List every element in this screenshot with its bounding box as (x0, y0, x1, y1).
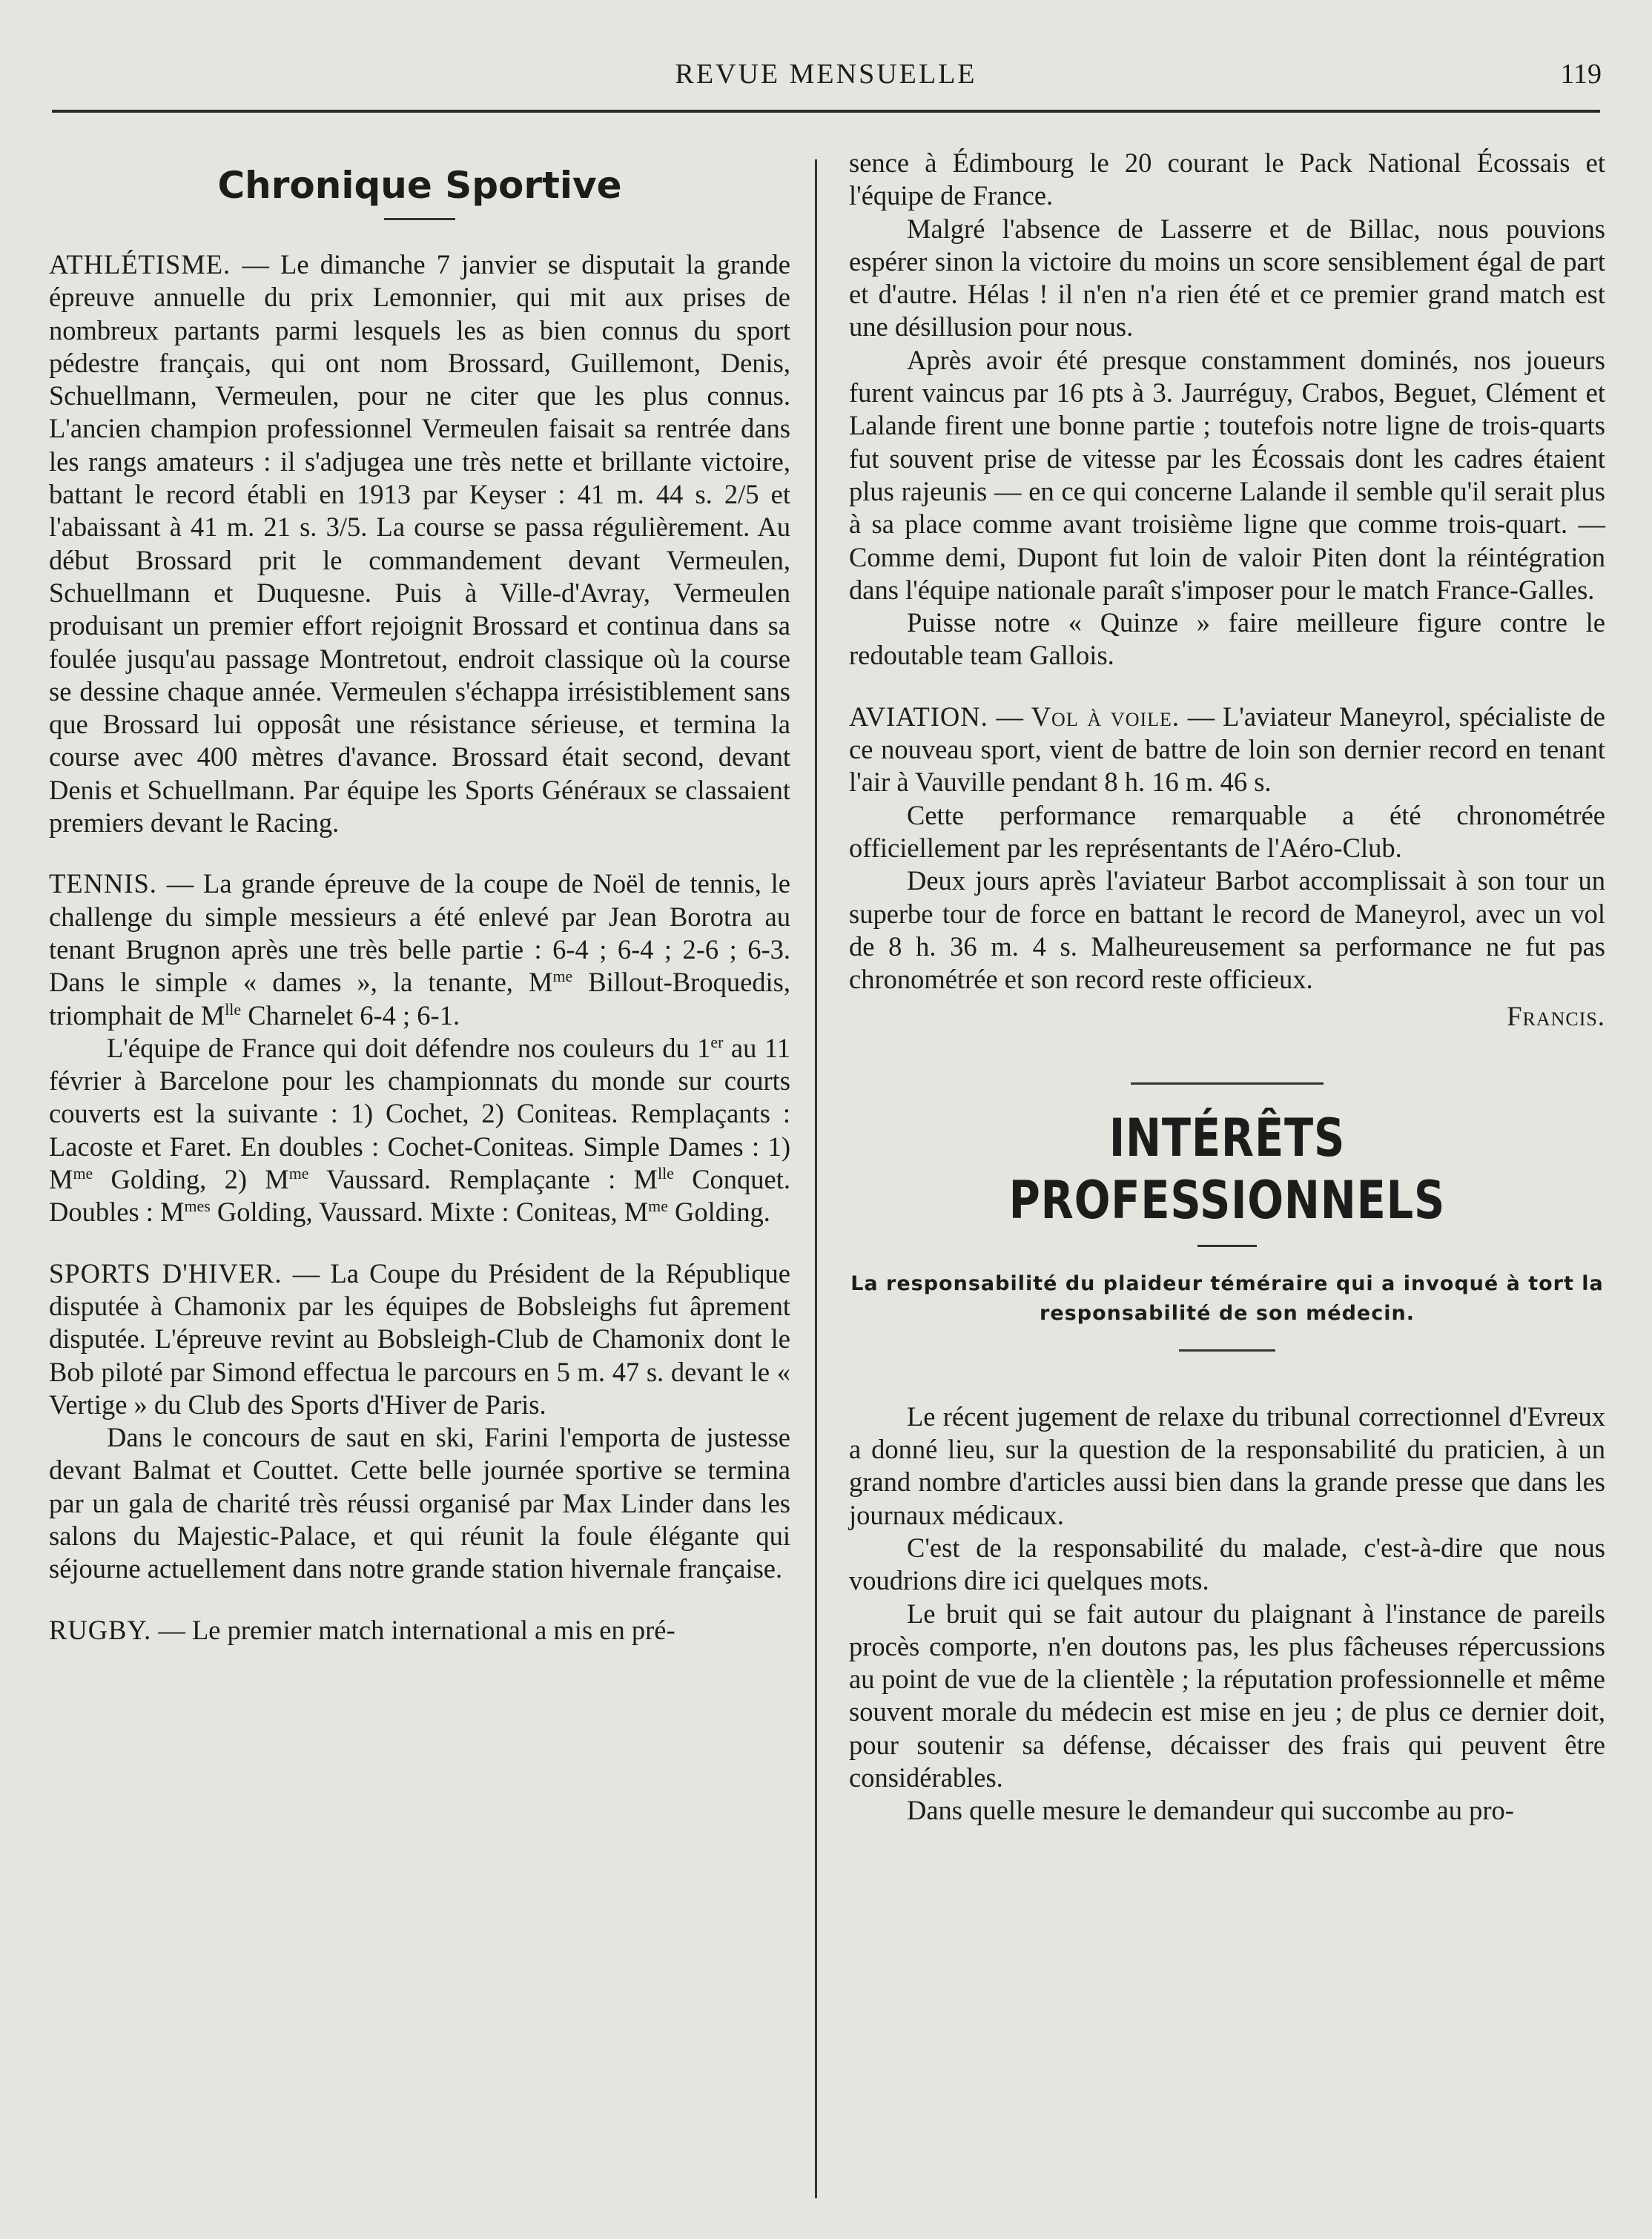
article-subtitle: La responsabilité du plaideur téméraire qui a invoqué à tort la responsabilité de son médecin. (850, 1271, 1604, 1325)
abbr-sup: mes (184, 1197, 211, 1216)
section-title-interets: INTÉRÊTS PROFESSIONNELS (1008, 1107, 1446, 1231)
tennis-text: au 11 février à Barcelone pour les championnats du monde sur courts couverts est la suivante : 1) Cochet, 2) Coniteas. Remplaçants : Lacoste et Faret. En doubles : Cochet-Coniteas. Simple Dames : 1) M (49, 1032, 790, 1195)
section-rule (1131, 1082, 1324, 1085)
paragraph-saut-ski: Dans le concours de saut en ski, Farini l'emporta de justesse devant Balmat et Couttet. Cette belle journée sportive se termina par un gala de charité très réussi organisé par Max Linder dans les salons du Majestic-Palace, et qui réunit la foule élégante qui séjourne actuellement dans notre grande station hivernale française. (49, 1422, 790, 1584)
running-head (44, 58, 1608, 102)
tennis-text: — La grande épreuve de la coupe de Noël de tennis, le challenge du simple messieurs a été enlevé par Jean Borotra au tenant Brugnon après une très belle partie : 6-4 ; 6-4 ; 2-6 ; 6-3. Dans le simple « dames », la tenante, M (49, 868, 790, 998)
paragraph-sports-hiver (49, 1257, 790, 1421)
header-rule (52, 110, 1600, 113)
tennis-text: Golding, Vaussard. Mixte : Coniteas, M (210, 1197, 649, 1228)
title-rule (384, 218, 455, 220)
rubric-aviation: AVIATION. (849, 701, 988, 732)
paragraph-aviation: AVIATION. — Vol à voile. — L'aviateur Maneyrol, spécialiste de ce nouveau sport, vient de battre de loin son dernier record en tenant l'air à Vauville pendant 8 h. 16 m. 46 s. (849, 701, 1605, 798)
tennis-text: Charnelet 6-4 ; 6-1. (241, 999, 460, 1031)
tennis-text: Billout-Broquedis, triomphait de M (49, 967, 791, 1031)
tennis-text: Vaussard. Remplaçante : M (308, 1164, 658, 1195)
paragraph-tennis (49, 867, 790, 1031)
abbr-sup: me (73, 1163, 93, 1183)
paragraph-ip-4: Dans quelle mesure le demandeur qui succombe au pro- (907, 1795, 1514, 1826)
paragraph-aviation-3: Deux jours après l'aviateur Barbot accomplissait à son tour un superbe tour de force en battant le record de Maneyrol, avec un vol de 8 h. 36 m. 4 s. Malheureusement sa performance ne fut pas chronométrée et son record reste officieux. (849, 865, 1605, 995)
tennis-text: Conquet. Doubles : M (49, 1164, 791, 1228)
tennis-text: Golding, 2) M (93, 1164, 289, 1195)
paragraph-rugby (49, 1614, 790, 1647)
paragraph-ip-2: C'est de la responsabilité du malade, c'est-à-dire que nous voudrions dire ici quelques mots. (849, 1532, 1605, 1596)
aviation-text: — L'aviateur Maneyrol, spécialiste de ce nouveau sport, vient de battre de loin son dernier record en tenant l'air à Vauville pendant 8 h. 16 m. 46 s. (849, 701, 1605, 798)
rubric-tennis: TENNIS. (49, 868, 157, 899)
left-column (49, 147, 790, 1647)
rubric-athletisme: ATHLÉTISME. (49, 249, 231, 280)
abbr-sup: lle (658, 1163, 674, 1183)
subtitle-rule (1179, 1349, 1275, 1352)
section-title-chronique: Chronique Sportive (217, 164, 622, 207)
rugby-text: — Le premier match international a mis en pré- (151, 1614, 675, 1645)
right-column (849, 147, 1605, 1828)
paragraph-rugby-2: Malgré l'absence de Lasserre et de Billac, nous pouvions espérer sinon la victoire du moins un score sensiblement égal de part et d'autre. Hélas ! il n'en n'a rien été et ce premier grand match est une désillusion pour nous. (849, 213, 1605, 343)
paragraph-tennis-equipe (49, 1032, 790, 1229)
abbr-sup: me (288, 1163, 309, 1183)
abbr-sup: me (552, 967, 573, 986)
abbr-sup: er (710, 1032, 724, 1051)
paragraph-rugby-3: Après avoir été presque constamment dominés, nos joueurs furent vaincus par 16 pts à 3. Jaurréguy, Crabos, Beguet, Clément et Lalande firent une bonne partie ; toutefois notre ligne de trois-quarts fut souvent prise de vitesse par les Écossais dont les cadres étaient plus rajeunis — en ce qui concerne Lalande il semble qu'il serait plus à sa place comme avant troisième ligne que comme trois-quart. — Comme demi, Dupont fut loin de valoir Piten dont la réintégration dans l'équipe nationale paraît s'imposer pour le match France-Galles. (849, 344, 1605, 605)
rubric-vol-a-voile: Vol à voile. (1031, 701, 1180, 732)
athletisme-text: — Le dimanche 7 janvier se disputait la grande épreuve annuelle du prix Lemonnier, qui mit aux prises de nombreux partants parmi lesquels les as bien connus du sport pédestre français, qui ont nom Brossard, Guillemont, Denis, Schuellmann, Vermeulen, pour ne citer que les plus connus. L'ancien champion professionnel Vermeulen faisait sa rentrée dans les rangs amateurs : il s'adjugea une très nette et brillante victoire, battant le record établi en 1913 par Keyser : 41 m. 44 s. 2/5 et l'abaissant à 41 m. 21 s. 3/5. La course se passa régulièrement. Au début Brossard prit le commandement devant Vermeulen, Schuellmann et Duquesne. Puis à Ville-d'Avray, Vermeulen produisant un premier effort rejoignit Brossard et continua dans sa foulée jusqu'au passage Montretout, endroit classique où la course se dessine chaque année. Vermeulen s'échappa irrésistiblement sans que Brossard lui opposât une résistance sérieuse, et termina la course avec 400 mètres d'avance. Brossard était second, devant Denis et Schuellmann. Par équipe les Sports Généraux se classaient premiers devant le Racing. (49, 249, 790, 839)
paragraph-ip-1: Le récent jugement de relaxe du tribunal correctionnel d'Evreux a donné lieu, sur la question de la responsabilité du praticien, à un grand nombre d'articles aussi bien dans la grande presse que dans les journaux médicaux. (849, 1400, 1605, 1530)
journal-title: REVUE MENSUELLE (675, 59, 977, 90)
column-divider (815, 159, 817, 2198)
author-signature: Francis. (1507, 1001, 1605, 1032)
hiver-text: — La Coupe du Président de la République disputée à Chamonix par les équipes de Bobsleighs fut âprement disputée. L'épreuve revint au Bobsleigh-Club de Chamonix dont le Bob piloté par Simond effectua le parcours en 5 m. 47 s. devant le « Vertige » du Club des Sports d'Hiver de Paris. (49, 1257, 791, 1420)
title-rule (1197, 1245, 1257, 1247)
paragraph-rugby-cont: sence à Édimbourg le 20 courant le Pack National Écossais et l'équipe de France. (849, 148, 1605, 211)
page-number: 119 (1560, 59, 1602, 90)
paragraph-athletisme (49, 248, 790, 839)
tennis-text: L'équipe de France qui doit défendre nos couleurs du 1 (107, 1032, 711, 1063)
abbr-sup: lle (225, 999, 242, 1019)
rubric-sports-hiver: SPORTS D'HIVER. (49, 1257, 283, 1289)
paragraph-aviation-2: Cette performance remarquable a été chronométrée officiellement par les représentants de l'Aéro-Club. (849, 799, 1605, 863)
paragraph-ip-3: Le bruit qui se fait autour du plaignant à l'instance de pareils procès comporte, n'en doutons pas, les plus fâcheuses répercussions au point de vue de la clientèle ; la réputation professionnelle et même souvent morale du médecin est mise en jeu ; de plus ce dernier doit, pour soutenir sa défense, décaisser des frais qui peuvent être considérables. (849, 1598, 1605, 1793)
rubric-rugby: RUGBY. (49, 1614, 152, 1645)
abbr-sup: me (648, 1197, 668, 1216)
tennis-text: Golding. (667, 1197, 770, 1228)
paragraph-rugby-4: Puisse notre « Quinze » faire meilleure figure contre le redoutable team Gallois. (849, 607, 1605, 671)
